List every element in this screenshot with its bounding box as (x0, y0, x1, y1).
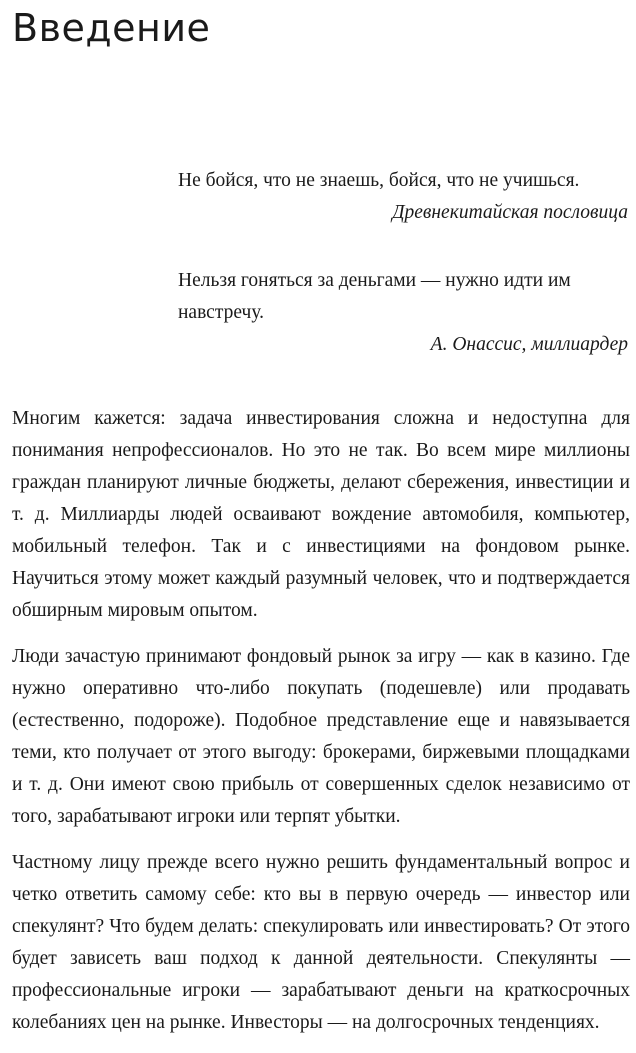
chapter-title: Введение (12, 6, 211, 50)
epigraph-source: А. Онассис, миллиардер (430, 334, 628, 355)
epigraph-2 (178, 265, 628, 361)
paragraph: Люди зачастую принимают фондовый рынок за игру — как в казино. Где нужно оперативно что-либо покупать (подешевле) или продавать (естественно, подороже). Подобное представление еще и навязывается теми, кто получает от этого выгоду: брокерами, биржевыми площадками и т. д. Они имеют свою прибыль от совершенных сделок независимо от того, зарабатывают игроки или терпят убытки. (12, 646, 630, 827)
paragraph: Многим кажется: задача инвестирования сложна и недоступна для понимания непрофессионалов. Но это не так. Во всем мире миллионы граждан планируют личные бюджеты, делают сбережения, инвестиции и т. д. Миллиарды людей осваивают вождение автомобиля, компьютер, мобильный телефон. Так и с инвестициями на фондовом рынке. Научиться этому может каждый разумный человек, что и подтверждается обширным мировым опытом. (12, 408, 630, 621)
epigraph-quote: Не бойся, что не знаешь, бойся, что не учишься. (178, 170, 580, 191)
body-text (12, 403, 630, 1053)
epigraph-source: Древнекитайская пословица (392, 202, 628, 223)
epigraph-quote: Нельзя гоняться за деньгами — нужно идти им навстречу. (178, 270, 571, 323)
paragraph: Частному лицу прежде всего нужно решить фундаментальный вопрос и четко ответить самому себе: кто вы в первую очередь — инвестор или спекулянт? Что будем делать: спекулировать или инвестировать? От этого будет зависеть ваш подход к данной деятельности. Спекулянты — профессиональные игроки — зарабатывают деньги на краткосрочных колебаниях цен на рынке. Инвесторы — на долгосрочных тенденциях. (12, 852, 630, 1033)
epigraph-1 (178, 165, 628, 229)
